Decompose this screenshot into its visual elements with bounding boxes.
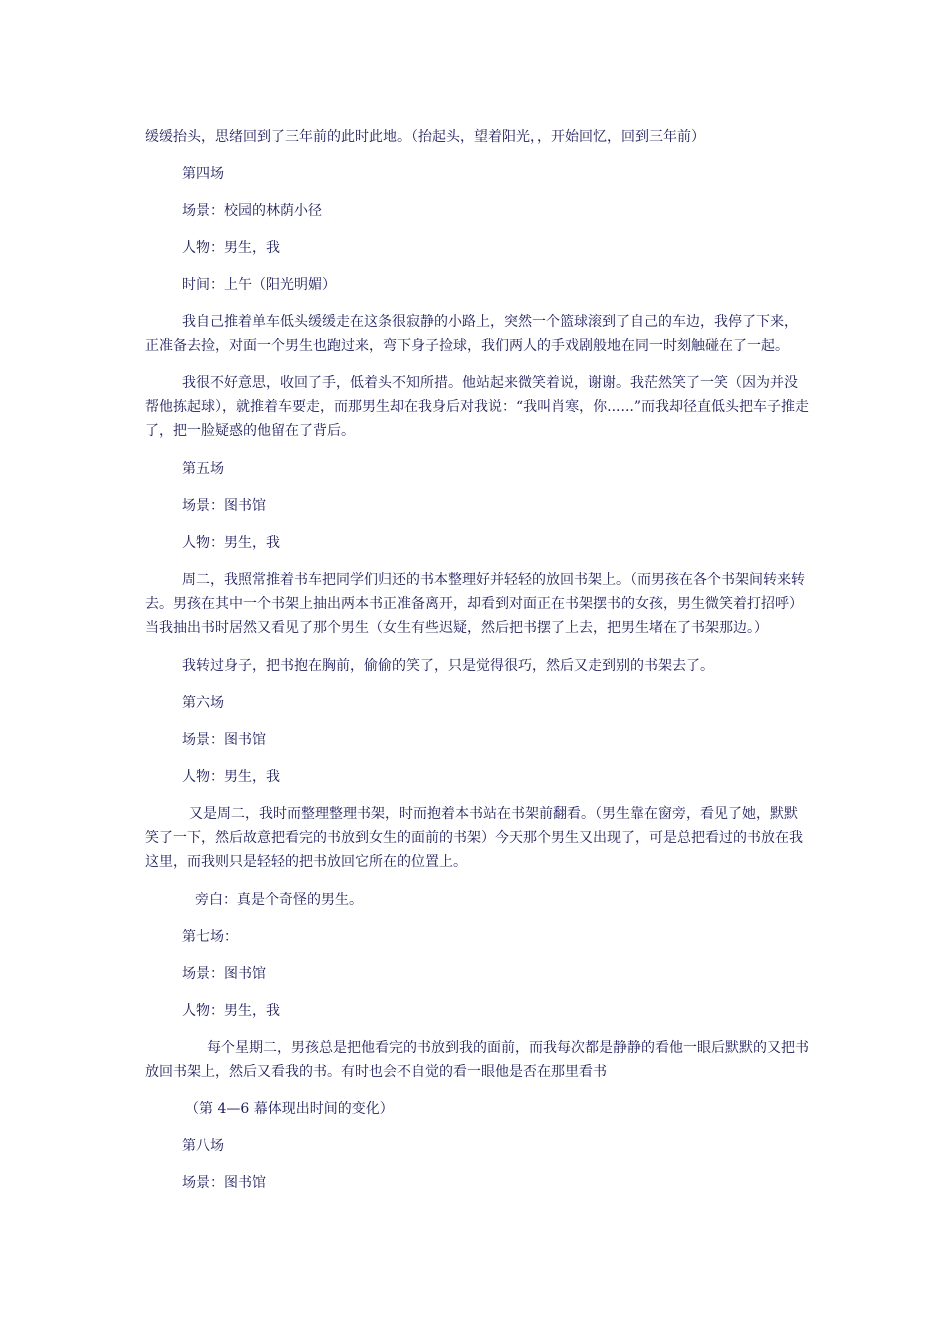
- paragraph: 我转过身子，把书抱在胸前，偷偷的笑了，只是觉得很巧，然后又走到别的书架去了。: [182, 658, 714, 674]
- scene-heading: 第七场：: [182, 929, 238, 945]
- paragraph: 每个星期二，男孩总是把他看完的书放到我的面前，而我每次都是静静的看他一眼后默默的又把书放回书架上，然后又看我的书。有时也会不自觉的看一眼他是否在那里看书: [145, 1040, 809, 1080]
- scene-time: 时间：上午（阳光明媚）: [182, 277, 336, 293]
- paragraph: 周二，我照常推着书车把同学们归还的书本整理好并轻轻的放回书架上。（而男孩在各个书架间转来转去。男孩在其中一个书架上抽出两本书正准备离开，却看到对面正在书架摆书的女孩，男生微笑着打招呼）当我抽出书时居然又看见了那个男生（女生有些迟疑，然后把书摆了上去，把男生堵在了书架那边。）: [145, 572, 805, 636]
- scene-characters: 人物：男生，我: [182, 1003, 280, 1019]
- scene-setting: 场景：图书馆: [182, 498, 266, 514]
- scene-heading: 第五场: [182, 461, 224, 477]
- scene-setting: 场景：校园的林荫小径: [182, 203, 322, 219]
- scene-heading: 第六场: [182, 695, 224, 711]
- scene-heading: 第四场: [182, 166, 224, 182]
- narration: 旁白：真是个奇怪的男生。: [195, 892, 363, 908]
- paragraph: 缓缓抬头，思绪回到了三年前的此时此地。（抬起头，望着阳光，，开始回忆，回到三年前）: [145, 129, 705, 145]
- scene-characters: 人物：男生，我: [182, 240, 280, 256]
- scene-setting: 场景：图书馆: [182, 732, 266, 748]
- paragraph: 我很不好意思，收回了手，低着头不知所措。他站起来微笑着说，谢谢。我茫然笑了一笑（因为并没帮他拣起球），就推着车要走，而那男生却在我身后对我说：“我叫肖寒，你......”而我却径直低头把车子推走了，把一脸疑惑的他留在了背后。: [145, 375, 810, 439]
- stage-note: （第 4—6 幕体现出时间的变化）: [185, 1101, 394, 1117]
- scene-heading: 第八场: [182, 1138, 224, 1154]
- paragraph: 我自己推着单车低头缓缓走在这条很寂静的小路上，突然一个篮球滚到了自己的车边，我停了下来，正准备去捡，对面一个男生也跑过来，弯下身子捡球，我们两人的手戏剧般地在同一时刻触碰在了一起。: [145, 314, 798, 354]
- scene-characters: 人物：男生，我: [182, 535, 280, 551]
- scene-characters: 人物：男生，我: [182, 769, 280, 785]
- scene-setting: 场景：图书馆: [182, 966, 266, 982]
- scene-setting: 场景：图书馆: [182, 1175, 266, 1191]
- paragraph: 又是周二，我时而整理整理书架，时而抱着本书站在书架前翻看。（男生靠在窗旁，看见了她，默默笑了一下，然后故意把看完的书放到女生的面前的书架）今天那个男生又出现了，可是总把看过的书放在我这里，而我则只是轻轻的把书放回它所在的位置上。: [145, 806, 803, 870]
